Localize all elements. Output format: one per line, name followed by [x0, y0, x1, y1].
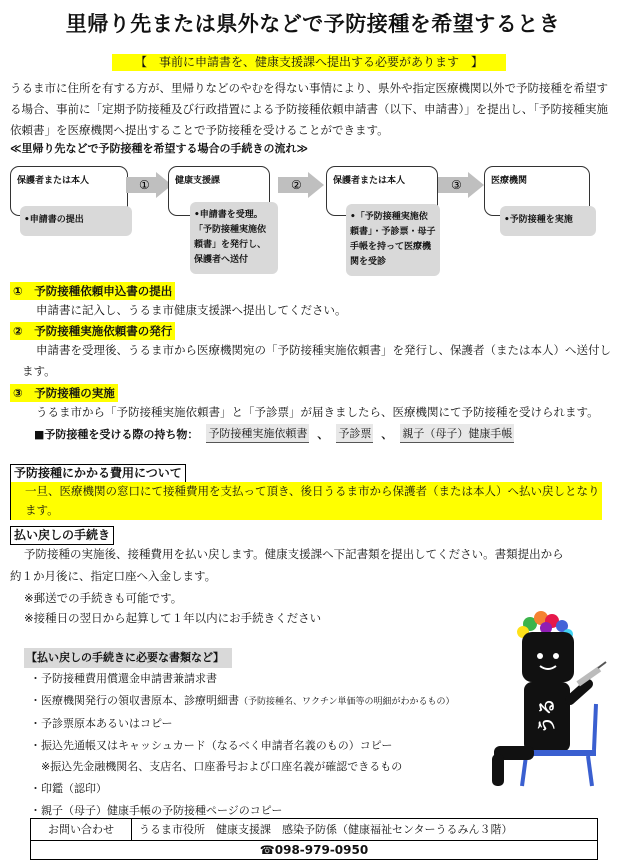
- flow-step-2-label: 健康支援課: [175, 176, 221, 186]
- cost-body: 一旦、医療機関の窓口にて接種費用を支払って頂き、後日うるま市から保護者（または本人）へ払い戻しとなります。: [10, 482, 602, 520]
- contact-phone[interactable]: ☎098-979-0950: [31, 840, 597, 860]
- flow-step-1-detail: •申請書の提出: [20, 206, 132, 236]
- notice-banner: 【 事前に申請書を、健康支援課へ提出する必要があります 】: [112, 54, 506, 71]
- mascot-text: うる: [537, 698, 558, 734]
- flow-step-4-detail: •予防接種を実施: [500, 206, 596, 236]
- flow-arrow-2-label: ②: [291, 178, 302, 192]
- flow-arrow-3-label: ③: [451, 178, 462, 192]
- contact-label: お問い合わせ: [31, 819, 132, 840]
- flow-arrow-3: [438, 172, 484, 198]
- documents-heading: 【払い戻しの手続きに必要な書類など】: [24, 648, 232, 668]
- refund-line-2: 約１か月後に、指定口座へ入金します。: [10, 569, 217, 583]
- flow-step-2-detail: •申請書を受理。「予防接種実施依頼書」を発行し、保護者へ送付: [190, 202, 278, 274]
- section-3-heading: ③ 予防接種の実施: [10, 384, 118, 402]
- flow-step-3-label: 保護者または本人: [333, 176, 406, 186]
- belongings-list: [34, 424, 514, 443]
- document-item: ・予防接種費用償還金申請書兼請求書: [30, 672, 217, 685]
- belongings-sep-2: 、: [381, 427, 393, 441]
- document-item: ・印鑑（認印）: [30, 781, 107, 795]
- mascot-illustration: [478, 604, 608, 788]
- refund-heading: 払い戻しの手続き: [10, 526, 114, 545]
- section-1-heading: ① 予防接種依頼申込書の提出: [10, 282, 175, 300]
- contact-box: [30, 818, 598, 860]
- belongings-sep-1: 、: [317, 427, 329, 441]
- flow-arrow-2: [278, 172, 324, 198]
- flow-heading: ≪里帰り先などで予防接種を希望する場合の手続きの流れ≫: [10, 142, 309, 155]
- belongings-item-3: 親子（母子）健康手帳: [400, 424, 514, 443]
- document-item: ※振込先金融機関名、支店名、口座番号および口座名義が確認できるもの: [30, 760, 403, 774]
- documents-list: [30, 668, 455, 821]
- refund-line-1: 予防接種の実施後、接種費用を払い戻します。健康支援課へ下記書類を提出してください。書類提出から: [24, 547, 564, 561]
- section-1-body: 申請書に記入し、うるま市健康支援課へ提出してください。: [36, 303, 347, 317]
- refund-note-1: ※郵送での手続きも可能です。: [24, 591, 183, 605]
- flow-arrow-1: [126, 172, 172, 198]
- flow-step-4-label: 医療機関: [491, 176, 528, 186]
- document-item: ・医療機関発行の領収書原本、診療明細書（予防接種名、ワクチン単価等の明細がわかるもの）: [30, 693, 455, 707]
- intro-text: うるま市に住所を有する方が、里帰りなどのやむを得ない事情により、県外や指定医療機関以外で予防接種を希望する場合、事前に「定期予防接種及び行政措置による予防接種依頼申請書（以下、申請書）」を提出し、「予防接種実施依頼書」を医療機関へ提出することで予防接種を受けることができます。: [10, 81, 608, 137]
- document-item: ・振込先通帳又はキャッシュカード（なるべく申請者名義のもの）コピー: [30, 738, 393, 752]
- refund-note-2: ※接種日の翌日から起算して１年以内にお手続きください: [24, 611, 322, 625]
- section-2-body: 申請書を受理後、うるま市から医療機関宛の「予防接種実施依頼書」を発行し、保護者（または本人）へ送付します。: [22, 343, 611, 378]
- flow-step-3-detail: •「予防接種実施依頼書」・予診票・母子手帳を持って医療機関を受診: [346, 204, 440, 276]
- belongings-item-2: 予診票: [336, 424, 373, 443]
- contact-office: うるま市役所 健康支援課 感染予防係（健康福祉センターうるみん３階）: [139, 823, 513, 836]
- section-3-body: うるま市から「予防接種実施依頼書」と「予診票」が届きましたら、医療機関にて予防接種を受けられます。: [36, 405, 599, 419]
- document-item: ・親子（母子）健康手帳の予防接種ページのコピー: [30, 803, 283, 817]
- belongings-item-1: 予防接種実施依頼書: [206, 424, 309, 443]
- belongings-label: ■予防接種を受ける際の持ち物：: [34, 427, 199, 441]
- flow-arrow-1-label: ①: [139, 178, 150, 192]
- document-item: ・予診票原本あるいはコピー: [30, 717, 173, 731]
- cost-heading: 予防接種にかかる費用について: [10, 464, 186, 483]
- section-2-heading: ② 予防接種実施依頼書の発行: [10, 322, 175, 340]
- flow-step-1-label: 保護者または本人: [17, 176, 90, 186]
- page-title: 里帰り先または県外などで予防接種を希望するとき: [65, 12, 561, 36]
